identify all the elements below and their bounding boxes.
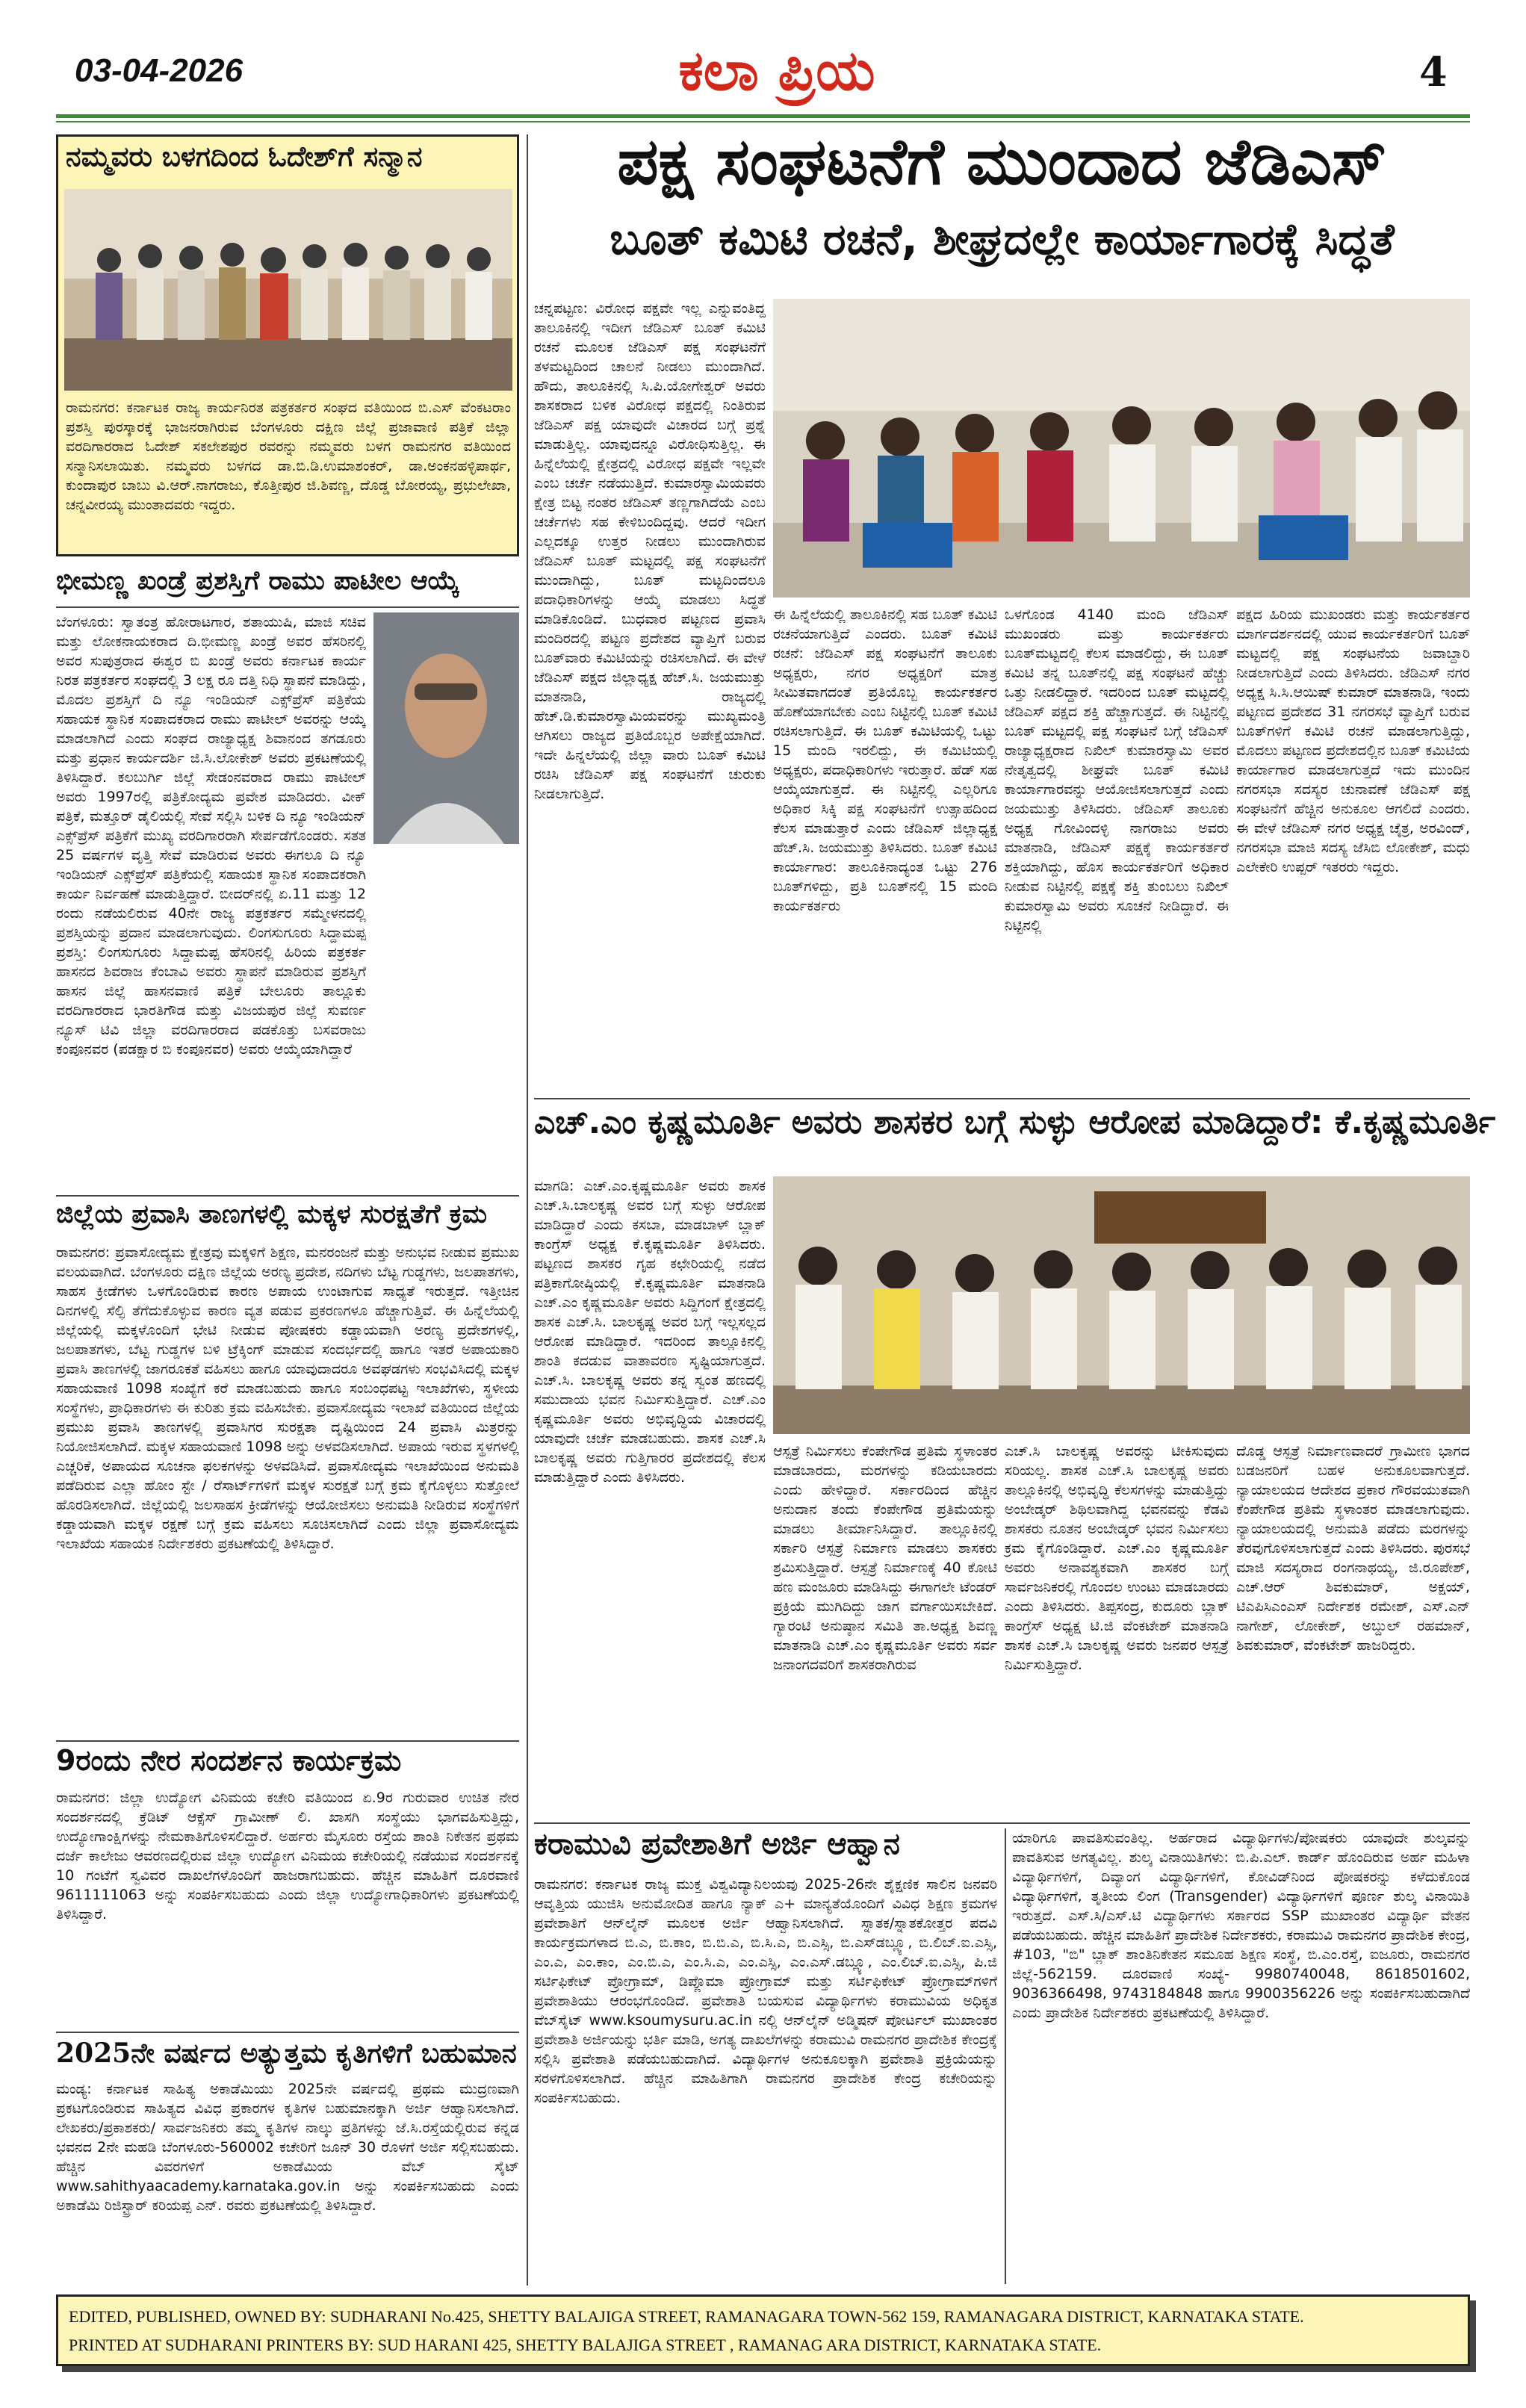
divider (56, 606, 519, 608)
story2-body-col1: ಮಾಗಡಿ: ಎಚ್.ಎಂ.ಕೃಷ್ಣಮೂರ್ತಿ ಅವರು ಶಾಸಕ ಎಚ್.ಸಿ.ಬಾಲಕೃಷ್ಣ ಅವರ ಬಗ್ಗೆ ಸುಳ್ಳು ಆರೋಪ ಮಾಡಿದ್ದಾರೆ ಎಂದು ಕಸಬಾ, ಮಾಡಬಾಳ್ ಬ್ಲಾಕ್ ಕಾಂಗ್ರೆಸ್ ಅಧ್ಯಕ್ಷ ಕೆ.ಕೃಷ್ಣಮೂರ್ತಿ ತಿಳಿಸಿದರು. ಪಟ್ಟಣದ ಶಾಸಕರ ಗೃಹ ಕಛೇರಿಯಲ್ಲಿ ನಡೆದ ಪತ್ರಿಕಾಗೋಷ್ಠಿಯಲ್ಲಿ ಕೆ.ಕೃಷ್ಣಮೂರ್ತಿ ಮಾತನಾಡಿ ಎಚ್.ಎಂ ಕೃಷ್ಣಮೂರ್ತಿ ಅವರು ಸಿದ್ದಿಗಂಗೆ ಕ್ಷೇತ್ರದಲ್ಲಿ ಶಾಸಕ ಎಚ್.ಸಿ. ಬಾಲಕೃಷ್ಣ ಅವರ ಬಗ್ಗೆ ಇಲ್ಲಸಲ್ಲದ ಆರೋಪ ಮಾಡಿದ್ದಾರೆ. ಇದರಿಂದ ತಾಲ್ಲೂಕಿನಲ್ಲಿ ಶಾಂತಿ ಕದಡುವ ವಾತಾವರಣ ಸೃಷ್ಟಿಯಾಗುತ್ತದೆ. ಎಚ್.ಸಿ. ಬಾಲಕೃಷ್ಣ ಅವರು ತನ್ನ ಸ್ವಂತ ಹಣದಲ್ಲಿ ಸಮುದಾಯ ಭವನ ನಿರ್ಮಿಸುತ್ತಿದ್ದಾರೆ. ಎಚ್.ಎಂ ಕೃಷ್ಣಮೂರ್ತಿ ಅವರು ಅಭಿವೃದ್ಧಿಯ ವಿಚಾರದಲ್ಲಿ ಯಾವುದೇ ಚರ್ಚೆ ಮಾಡಬಹುದು. ಶಾಸಕ ಎಚ್.ಸಿ ಬಾಲಕೃಷ್ಣ ಅವರು ಗುತ್ತಿಗಾರರ ಪ್ರದೇಶದಲ್ಲಿ ಕೆಲಸ ಮಾಡುತ್ತಿದ್ದಾರೆ ಎಂದು ತಿಳಿಸಿದರು. (534, 1178, 766, 1486)
article-body-books: ಮಂಡ್ಯ: ಕರ್ನಾಟಕ ಸಾಹಿತ್ಯ ಅಕಾಡೆಮಿಯು 2025ನೇ ವರ್ಷದಲ್ಲಿ ಪ್ರಥಮ ಮುದ್ರಣವಾಗಿ ಪ್ರಕಟಗೊಂಡಿರುವ ಸಾಹಿತ್ಯದ ವಿವಿಧ ಪ್ರಕಾರಗಳ ಕೃತಿಗಳ ಬಹುಮಾನಕ್ಕಾಗಿ ಅರ್ಜಿ ಆಹ್ವಾನಿಸಲಾಗಿದೆ. ಲೇಖಕರು/ಪ್ರಕಾಶಕರು/ ಸಾರ್ವಜನಿಕರು ತಮ್ಮ ಕೃತಿಗಳ ನಾಲ್ಕು ಪ್ರತಿಗಳನ್ನು ಜೆ.ಸಿ.ರಸ್ತೆಯಲ್ಲಿರುವ ಕನ್ನಡ ಭವನದ 2ನೇ ಮಹಡಿ ಬೆಂಗಳೂರು-560002 ಕಚೇರಿಗೆ ಜೂನ್ 30 ರೊಳಗೆ ಅರ್ಜಿ ಸಲ್ಲಿಸಬಹುದು. ಹೆಚ್ಚಿನ ವಿವರಗಳಿಗೆ ಅಕಾಡೆಮಿಯ ವೆಬ್ ಸೈಟ್ www.sahithyaacademy.karnataka.gov.in ಅನ್ನು ಸಂಪರ್ಕಿಸಬಹುದು ಎಂದು ಅಕಾಡೆಮಿ ರಿಜಿಸ್ಟ್ರಾರ್ ಕರಿಯಪ್ಪ ಎನ್. ರವರು ಪ್ರಕಟಣೆಯಲ್ಲಿ ತಿಳಿಸಿದ್ದಾರೆ. (56, 2081, 519, 2214)
issue-date: 03-04-2026 (75, 52, 244, 89)
article-headline: ನಮ್ಮವರು ಬಳಗದಿಂದ ಓದೇಶ್‌ಗೆ ಸನ್ಮಾನ (66, 140, 423, 173)
divider (534, 1822, 1470, 1824)
imprint-line-1: EDITED, PUBLISHED, OWNED BY: SUDHARANI No.425, SHETTY BALAJIGA STREET, RAMANAGARA TOWN-562 159, RAMANAGARA DISTRICT, KARNATAKA STATE. (69, 2307, 1304, 2326)
article-headline-tourism: ಜಿಲ್ಲೆಯ ಪ್ರವಾಸಿ ತಾಣಗಳಲ್ಲಿ ಮಕ್ಕಳ ಸುರಕ್ಷತೆಗೆ ಕ್ರಮ (56, 1200, 488, 1229)
meeting-photo (773, 299, 1470, 598)
page-number: 4 (1419, 48, 1448, 96)
divider (534, 1098, 1470, 1099)
lead-body-col1: ಚನ್ನಪಟ್ಟಣ: ವಿರೋಧ ಪಕ್ಷವೇ ಇಲ್ಲ ಎನ್ನುವಂತಿದ್ದ ತಾಲೂಕಿನಲ್ಲಿ ಇದೀಗ ಜೆಡಿಎಸ್ ಬೂತ್ ಕಮಿಟಿ ರಚನೆ ಮೂಲಕ ಜೆಡಿಎಸ್ ಪಕ್ಷ ಸಂಘಟನೆಗೆ ತಳಮಟ್ಟದಿಂದ ಚಾಲನೆ ನೀಡಲು ಮುಂದಾಗಿದೆ. ಹೌದು, ತಾಲೂಕಿನಲ್ಲಿ ಸಿ.ಪಿ.ಯೋಗೇಶ್ವರ್ ಅವರು ಶಾಸಕರಾದ ಬಳಿಕ ವಿರೋಧ ಪಕ್ಷದಲ್ಲಿ ನಿಂತಿರುವ ಜೆಡಿಎಸ್ ಪಕ್ಷ ಯಾವುದೇ ವಿಚಾರದ ಬಗ್ಗೆ ಪ್ರಶ್ನೆ ಮಾಡುತ್ತಿಲ್ಲ. ಯಾವುದನ್ನೂ ವಿರೋಧಿಸುತ್ತಿಲ್ಲ. ಈ ಹಿನ್ನೆಲೆಯಲ್ಲಿ ಕ್ಷೇತ್ರದಲ್ಲಿ ವಿರೋಧ ಪಕ್ಷವೇ ಇಲ್ಲವೇ ಎಂಬ ಚರ್ಚೆ ನಡೆಯುತ್ತಿದೆ. ಕುಮಾರಸ್ವಾಮಿಯವರು ಕ್ಷೇತ್ರ ಬಿಟ್ಟ ನಂತರ ಜೆಡಿಎಸ್ ತಣ್ಣಗಾಗಿದೆಯೆ ಎಂಬ ಚರ್ಚೆಗಳು ಸಹ ಕೇಳಿಬಂದಿದ್ದವು. ಆದರೆ ಇದೀಗ ಎಲ್ಲದಕ್ಕೂ ಉತ್ತರ ನೀಡಲು ಮುಂದಾಗಿರುವ ಜೆಡಿಎಸ್ ಬೂತ್ ಮಟ್ಟದಲ್ಲಿ ಪಕ್ಷ ಸಂಘಟನೆಗೆ ಮುಂದಾಗಿದ್ದು, ಬೂತ್ ಮಟ್ಟದಿಂದಲೂ ಪದಾಧಿಕಾರಿಗಳನ್ನು ಆಯ್ಕೆ ಮಾಡಲು ಸಿದ್ಧತೆ ಮಾಡಿಕೊಂಡಿದೆ. ಬುಧವಾರ ಪಟ್ಟಣದ ಪ್ರವಾಸಿ ಮಂದಿರದಲ್ಲಿ ಪಟ್ಟಣ ಪ್ರದೇಶದ ವ್ಯಾಪ್ತಿಗೆ ಬರುವ ಬೂತ್‌ವಾರು ಕಮಿಟಿಯನ್ನು ರಚಿಸಲಾಗಿದೆ. ಈ ವೇಳೆ ಜೆಡಿಎಸ್ ಪಕ್ಷದ ಜಿಲ್ಲಾಧ್ಯಕ್ಷ ಹೆಚ್.ಸಿ. ಜಯಮುತ್ತು ಮಾತನಾಡಿ, ರಾಜ್ಯದಲ್ಲಿ ಹೆಚ್.ಡಿ.ಕುಮಾರಸ್ವಾಮಿಯವರನ್ನು ಮುಖ್ಯಮಂತ್ರಿ ಆಗಿಸಲು ರಾಜ್ಯದ ಪ್ರತಿಯೊಬ್ಬರ ಅಪೇಕ್ಷೆಯಾಗಿದೆ. ಇದೇ ಹಿನ್ನಲೆಯಲ್ಲಿ ಜಿಲ್ಲಾ ವಾರು ಬೂತ್ ಕಮಿಟಿ ರಚಿಸಿ ಜೆಡಿಎಸ್ ಪಕ್ಷ ಸಂಘಟನೆಗೆ ಚುರುಕು ನೀಡಲಾಗುತ್ತಿದೆ. (534, 300, 766, 802)
newspaper-title (635, 39, 919, 104)
story2-body-col3: ಎಚ್.ಸಿ ಬಾಲಕೃಷ್ಣ ಅವರನ್ನು ಟೀಕಿಸುವುದು ಸರಿಯಲ್ಲ. ಶಾಸಕ ಎಚ್.ಸಿ ಬಾಲಕೃಷ್ಣ ಅವರು ತಾಲ್ಲೂಕಿನಲ್ಲಿ ಅಭಿವೃದ್ಧಿ ಕೆಲಸಗಳನ್ನು ಮಾಡುತ್ತಿದ್ದು ಅಂಬೇಡ್ಕರ್ ಶಿಥಿಲವಾಗಿದ್ದ ಭವನವನ್ನು ಕೆಡವಿ ಶಾಸಕರು ನೂತನ ಅಂಬೇಡ್ಕರ್ ಭವನ ನಿರ್ಮಿಸಲು ಕ್ರಮ ಕೈಗೊಂಡಿದ್ದಾರೆ. ಎಚ್.ಎಂ ಕೃಷ್ಣಮೂರ್ತಿ ಅವರು ಅನಾವಶ್ಯಕವಾಗಿ ಶಾಸಕರ ಬಗ್ಗೆ ಸಾರ್ವಜನಿಕರಲ್ಲಿ ಗೊಂದಲ ಉಂಟು ಮಾಡಬಾರದು ಎಂದು ತಿಳಿಸಿದರು. ತಿಪ್ಪಸಂದ್ರ, ಕುದೂರು ಬ್ಲಾಕ್ ಕಾಂಗ್ರೆಸ್ ಅಧ್ಯಕ್ಷ ಟಿ.ಜಿ ವೆಂಕಟೇಶ್ ಮಾತನಾಡಿ ಶಾಸಕ ಎಚ್.ಸಿ ಬಾಲಕೃಷ್ಣ ಅವರು ಜನಪರ ಆಸ್ಪತ್ರೆ ನಿರ್ಮಿಸುತ್ತಿದ್ದಾರೆ. (1005, 1443, 1229, 1673)
story2-headline: ಎಚ್.ಎಂ ಕೃಷ್ಣಮೂರ್ತಿ ಅವರು ಶಾಸಕರ ಬಗ್ಗೆ ಸುಳ್ಳು ಆರೋಪ ಮಾಡಿದ್ದಾರೆ: ಕೆ.ಕೃಷ್ಣಮೂರ್ತಿ (534, 1103, 1496, 1141)
article-headline-interview: 9ರಂದು ನೇರ ಸಂದರ್ಶನ ಕಾರ್ಯಕ್ರಮ (56, 1744, 402, 1777)
article-headline-award: ಭೀಮಣ್ಣ ಖಂಡ್ರೆ ಪ್ರಶಸ್ತಿಗೆ ರಾಮು ಪಾಟೀಲ ಆಯ್ಕೆ (56, 566, 459, 596)
story2-body-col2: ಆಸ್ಪತ್ರೆ ನಿರ್ಮಿಸಲು ಕೆಂಪೇಗೌಡ ಪ್ರತಿಮೆ ಸ್ಥಳಾಂತರ ಮಾಡಬಾರದು, ಮರಗಳನ್ನು ಕಡಿಯಬಾರದು ಎಂದು ಹೇಳಿದ್ದಾರೆ. ಸರ್ಕಾರದಿಂದ ಹೆಚ್ಚಿನ ಅನುದಾನ ತಂದು ಕೆಂಪೇಗೌಡ ಪ್ರತಿಮೆಯನ್ನು ಮಾಡಲು ತೀರ್ಮಾನಿಸಿದ್ದಾರೆ. ತಾಲ್ಲೂಕಿನಲ್ಲಿ ಸರ್ಕಾರಿ ಆಸ್ಪತ್ರೆ ನಿರ್ಮಾಣ ಮಾಡಲು ಶಾಸಕರು ಶ್ರಮಿಸುತ್ತಿದ್ದಾರೆ. ಆಸ್ಪತ್ರೆ ನಿರ್ಮಾಣಕ್ಕೆ 40 ಕೋಟಿ ಹಣ ಮಂಜೂರು ಮಾಡಿಸಿದ್ದು ಈಗಾಗಲೇ ಟೆಂಡರ್ ಪ್ರಕ್ರಿಯೆ ಮುಗಿದಿದ್ದು ಜಾಗ ವರ್ಗಾಯಿಸಬೇಕಿದೆ. ಗ್ಯಾರಂಟಿ ಅನುಷ್ಠಾನ ಸಮಿತಿ ತಾ.ಅಧ್ಯಕ್ಷ ಶಿವಣ್ಣ ಮಾತನಾಡಿ ಎಚ್.ಎಂ ಕೃಷ್ಣಮೂರ್ತಿ ಅವರು ಸರ್ವ ಜನಾಂಗದವರಿಗೆ ಶಾಸಕರಾಗಿರುವ (773, 1443, 997, 1673)
article-body-award: ಬೆಂಗಳೂರು: ಸ್ವಾತಂತ್ರ ಹೋರಾಟಗಾರ, ಶತಾಯುಷಿ, ಮಾಜಿ ಸಚಿವ ಮತ್ತು ಲೋಕನಾಯಕರಾದ ದಿ.ಭೀಮಣ್ಣ ಖಂಡ್ರೆ ಅವರ ಹೆಸರಿನಲ್ಲಿ ಅವರ ಸುಪುತ್ರರಾದ ಈಶ್ವರ ಬಿ ಖಂಡ್ರೆ ಅವರು ಕರ್ನಾಟಕ ಕಾರ್ಯ ನಿರತ ಪತ್ರಕರ್ತರ ಸಂಘದಲ್ಲಿ 3 ಲಕ್ಷ ರೂ ದತ್ತಿ ನಿಧಿ ಸ್ಥಾಪನೆ ಮಾಡಿದ್ದು, ಮೊದಲ ಪ್ರಶಸ್ತಿಗೆ ದಿ ನ್ಯೂ ಇಂಡಿಯನ್ ಎಕ್ಸ್‌ಪ್ರೆಸ್ ಪತ್ರಿಕೆಯ ಸಹಾಯಕ ಸ್ಥಾನಿಕ ಸಂಪಾದಕರಾದ ರಾಮು ಪಾಟೀಲ್ ಅವರನ್ನು ಆಯ್ಕೆ ಮಾಡಲಾಗಿದೆ ಎಂದು ಸಂಘದ ರಾಜ್ಯಾಧ್ಯಕ್ಷ ಶಿವಾನಂದ ತಗಡೂರು ಮತ್ತು ಪ್ರಧಾನ ಕಾರ್ಯದರ್ಶಿ ಜಿ.ಸಿ.ಲೋಕೇಶ್ ಅವರು ಪ್ರಕಟಣೆಯಲ್ಲಿ ತಿಳಿಸಿದ್ದಾರೆ. ಕಲಬುರ್ಗಿ ಜಿಲ್ಲೆ ಸೇಡಂನವರಾದ ರಾಮು ಪಾಟೀಲ್ ಅವರು 1997ರಲ್ಲಿ ಪತ್ರಿಕೋದ್ಯಮ ಪ್ರವೇಶ ಮಾಡಿದರು. ವೀಕ್ ಪತ್ರಿಕೆ, ಮತ್ತೂರ್ ಡೈಲಿಯಲ್ಲಿ ಸೇವೆ ಸಲ್ಲಿಸಿ ಬಳಿಕ ದಿ ನ್ಯೂ ಇಂಡಿಯನ್ ಎಕ್ಸ್‌ಪ್ರೆಸ್ ಪತ್ರಿಕೆಗೆ ಮುಖ್ಯ ವರದಿಗಾರರಾಗಿ ಸೇರ್ಪಡೆಗೊಂಡರು. ಸತತ 25 ವರ್ಷಗಳ ವೃತ್ತಿ ಸೇವೆ ಮಾಡಿರುವ ಅವರು ಈಗಲೂ ದಿ ನ್ಯೂ ಇಂಡಿಯನ್ ಎಕ್ಸ್‌ಪ್ರೆಸ್ ಪತ್ರಿಕೆಯಲ್ಲಿ ಸಹಾಯಕ ಸ್ಥಾನಿಕ ಸಂಪಾದಕರಾಗಿ ಕಾರ್ಯ ನಿರ್ವಹಣೆ ಮಾಡುತ್ತಿದ್ದಾರೆ. ಬೀದರ್‌ನಲ್ಲಿ ಏ.11 ಮತ್ತು 12 ರಂದು ನಡೆಯಲಿರುವ 40ನೇ ರಾಜ್ಯ ಪತ್ರಕರ್ತರ ಸಮ್ಮೇಳನದಲ್ಲಿ ಪ್ರಶಸ್ತಿಯನ್ನು ಪ್ರದಾನ ಮಾಡಲಾಗುವುದು. ಲಿಂಗಸುಗೂರು ಸಿದ್ದಾಮಪ್ಪ ಪ್ರಶಸ್ತಿ: ಲಿಂಗಸುಗೂರು ಸಿದ್ದಾಮಪ್ಪ ಹೆಸರಿನಲ್ಲಿ ಹಿರಿಯ ಪತ್ರಕರ್ತ ಹಾಸನದ ಶಿವರಾಜ ಕೆಂಬಾವಿ ಅವರು ಸ್ಥಾಪನೆ ಮಾಡಿರುವ ಪ್ರಶಸ್ತಿಗೆ ಹಾಸನ ಜಿಲ್ಲೆ ಹಾಸನವಾಣಿ ಪತ್ರಿಕೆ ಬೇಲೂರು ತಾಲ್ಲೂಕು ವರದಿಗಾರರಾದ ಭಾರತಿಗೌಡ ಮತ್ತು ವಿಜಯಪುರ ಜಿಲ್ಲೆ ಸುವರ್ಣ ನ್ಯೂಸ್ ಟಿವಿ ಜಿಲ್ಲಾ ವರದಿಗಾರರಾದ ಪಡಕೊತ್ತು ಬಸವರಾಜು ಕಂಪೂನವರ (ಪಡಕ್ಷಾರ ಬಿ ಕಂಪೂನವರ) ಅವರು ಆಯ್ಕೆಯಾಗಿದ್ದಾರೆ (56, 614, 366, 1058)
lead-body-col2: ಈ ಹಿನ್ನೆಲೆಯಲ್ಲಿ ತಾಲೂಕಿನಲ್ಲಿ ಸಹ ಬೂತ್ ಕಮಿಟಿ ರಚನೆಯಾಗುತ್ತಿದೆ ಎಂದರು. ಬೂತ್ ಕಮಿಟಿ ರಚನೆ: ಜೆಡಿಎಸ್ ಪಕ್ಷ ಸಂಘಟನೆಗೆ ತಾಲೂಕು ಅಧ್ಯಕ್ಷರು, ನಗರ ಅಧ್ಯಕ್ಷರಿಗೆ ಮಾತ್ರ ಸೀಮಿತವಾಗದಂತೆ ಪ್ರತಿಯೊಬ್ಬ ಕಾರ್ಯಕರ್ತರ ಹೊಣೆಯಾಗಬೇಕು ಎಂಬ ನಿಟ್ಟಿನಲ್ಲಿ ಬೂತ್ ಕಮಿಟಿ ರಚಿಸಲಾಗುತ್ತಿದೆ. ಈ ಬೂತ್ ಕಮಿಟಿಯಲ್ಲಿ ಒಟ್ಟು 15 ಮಂದಿ ಇರಲಿದ್ದು, ಈ ಕಮಿಟಿಯಲ್ಲಿ ಅಧ್ಯಕ್ಷರು, ಪದಾಧಿಕಾರಿಗಳು ಇರುತ್ತಾರೆ. ಹೆಡ್ ಸಹ ಆಯ್ಕೆಯಾಗುತ್ತದೆ. ಈ ನಿಟ್ಟಿನಲ್ಲಿ ಎಲ್ಲರಿಗೂ ಅಧಿಕಾರ ಸಿಕ್ಕಿ ಪಕ್ಷ ಸಂಘಟನೆಗೆ ಉತ್ಸಾಹದಿಂದ ಕೆಲಸ ಮಾಡುತ್ತಾರೆ ಎಂದು ಜೆಡಿಎಸ್ ಜಿಲ್ಲಾಧ್ಯಕ್ಷ ಹೆಚ್.ಸಿ. ಜಯಮುತ್ತು ತಿಳಿಸಿದರು. ಬೂತ್ ಕಮಿಟಿ ಕಾರ್ಯಾಗಾರ: ತಾಲೂಕಿನಾದ್ಯಂತ ಒಟ್ಟು 276 ಬೂತ್‌ಗಳಿದ್ದು, ಪ್ರತಿ ಬೂತ್‌ನಲ್ಲಿ 15 ಮಂದಿ ಕಾರ್ಯಕರ್ತರು (773, 606, 997, 914)
column-divider (1005, 1828, 1006, 2284)
divider (56, 1195, 519, 1197)
lead-headline: ಪಕ್ಷ ಸಂಘಟನೆಗೆ ಮುಂದಾದ ಜೆಡಿಎಸ್ (617, 125, 1387, 199)
article-body-tourism: ರಾಮನಗರ: ಪ್ರವಾಸೋದ್ಯಮ ಕ್ಷೇತ್ರವು ಮಕ್ಕಳಿಗೆ ಶಿಕ್ಷಣ, ಮನರಂಜನೆ ಮತ್ತು ಅನುಭವ ನೀಡುವ ಪ್ರಮುಖ ವಲಯವಾಗಿದೆ. ಬೆಂಗಳೂರು ದಕ್ಷಿಣ ಜಿಲ್ಲೆಯ ಅರಣ್ಯ ಪ್ರದೇಶ, ನದಿಗಳು ಬೆಟ್ಟ ಗುಡ್ಡಗಳು, ಜಲಪಾತಗಳು, ಸಾಹಸ ಕ್ರೀಡೆಗಳು ಒಳಗೊಂಡಿರುವ ಕಾರಣ ಅಪಾಯ ಉಂಟಾಗುವ ಸಾಧ್ಯತೆ ಇರುತ್ತದೆ. ಇತ್ತೀಚಿನ ದಿನಗಳಲ್ಲಿ ಸೆಲ್ಫಿ ತೆಗೆದುಕೊಳ್ಳುವ ಕಾರಣ ವ್ಯತ ಪಡುವ ಪ್ರಕರಣಗಳೂ ಹೆಚ್ಚಾಗುತ್ತಿವೆ. ಈ ಹಿನ್ನೆಲೆಯಲ್ಲಿ ಜಿಲ್ಲೆಯಲ್ಲಿ ಮಕ್ಕಳೊಂದಿಗೆ ಭೇಟಿ ನೀಡುವ ಪೋಷಕರು ಕಡ್ಡಾಯವಾಗಿ ಅರಣ್ಯ ಪ್ರದೇಶಗಳಲ್ಲಿ, ಜಲಪಾತಗಳು, ಬೆಟ್ಟ ಗುಡ್ಡಗಳ ಬಳಿ ಟ್ರೆಕ್ಕಿಂಗ್ ಮಾಡುವ ಸಂದರ್ಭದಲ್ಲಿ ಹಾಗೂ ಇತರೆ ಅಪಾಯಕಾರಿ ಪ್ರವಾಸಿ ತಾಣಗಳಲ್ಲಿ ಜಾಗರೂಕತೆ ವಹಿಸಲು ಹಾಗೂ ಯಾವುದಾದರೂ ಅವಘಡಗಳು ಸಂಭವಿಸಿದಲ್ಲಿ ಮಕ್ಕಳ ಸಹಾಯವಾಣಿ 1098 ಸಂಖ್ಯೆಗೆ ಕರೆ ಮಾಡಬಹುದು ಹಾಗೂ ಸಂಬಂಧಪಟ್ಟ ಇಲಾಖೆಗಳು, ಸ್ಥಳೀಯ ಸಂಸ್ಥೆಗಳು, ಪ್ರಾಧಿಕಾರಗಳು ಈ ಕುರಿತು ಕ್ರಮ ವಹಿಸಬೇಕು. ಪ್ರವಾಸೋದ್ಯಮ ಇಲಾಖೆ ವತಿಯಿಂದ ಜಿಲ್ಲೆಯ ಪ್ರಮುಖ ಪ್ರವಾಸಿ ತಾಣಗಳಲ್ಲಿ ಪ್ರವಾಸಿಗರ ಸುರಕ್ಷತಾ ದೃಷ್ಟಿಯಿಂದ 24 ಪ್ರವಾಸಿ ಮಿತ್ರರನ್ನು ನಿಯೋಜಿಸಲಾಗಿದೆ. ಮಕ್ಕಳ ಸಹಾಯವಾಣಿ 1098 ಅನ್ನು ಅಳವಡಿಸಲಾಗಿದೆ. ಅಪಾಯ ಇರುವ ಸ್ಥಳಗಳಲ್ಲಿ ಎಚ್ಚರಿಕೆ, ಅಪಾಯದ ಸೂಚನಾ ಫಲಕಗಳನ್ನು ಅಳವಡಿಸಿದೆ. ಪ್ರವಾಸೋದ್ಯಮ ಇಲಾಖೆಯಿಂದ ಅನುಮತಿ ಪಡೆದಿರುವ ಎಲ್ಲಾ ಹೋಂ ಸ್ಟೇ / ರೆಸಾರ್ಟ್‌ಗಳಿಗೆ ಮಕ್ಕಳ ಸುರಕ್ಷತೆ ಬಗ್ಗೆ ಕ್ರಮ ಕೈಗೊಳ್ಳಲು ಸುತ್ತೋಲೆ ಹೊರಡಿಸಲಾಗಿದೆ. ಜಿಲ್ಲೆಯಲ್ಲಿ ಜಲಸಾಹಸ ಕ್ರೀಡೆಗಳನ್ನು ಆಯೋಜಿಸಲು ಅನುಮತಿ ನೀಡಿರುವ ಸಂಸ್ಥೆಗಳಿಗೆ ಕಡ್ಡಾಯವಾಗಿ ಮಕ್ಕಳ ರಕ್ಷಣೆ ಬಗ್ಗೆ ಕ್ರಮ ವಹಿಸಲು ಸೂಚಿಸಲಾಗಿದೆ ಎಂದು ಜಿಲ್ಲಾ ಪ್ರವಾಸೋದ್ಯಮ ಇಲಾಖೆಯ ಸಹಾಯಕ ನಿರ್ದೇಶಕರು ಪ್ರಕಟಣೆಯಲ್ಲಿ ತಿಳಿಸಿದ್ದಾರೆ. (56, 1244, 519, 1552)
imprint-footer (56, 2294, 1470, 2366)
masthead-rule (56, 114, 1470, 118)
article-body-interview: ರಾಮನಗರ: ಜಿಲ್ಲಾ ಉದ್ಯೋಗ ವಿನಿಮಯ ಕಚೇರಿ ವತಿಯಿಂದ ಏ.9ರ ಗುರುವಾರ ಉಚಿತ ನೇರ ಸಂದರ್ಶನದಲ್ಲಿ ಕ್ರೆಡಿಟ್ ಆಕ್ಸೆಸ್ ಗ್ರಾಮೀಣ್ ಲಿ. ಖಾಸಗಿ ಸಂಸ್ಥೆಯು ಭಾಗವಹಿಸುತ್ತಿದ್ದು, ಉದ್ಯೋಗಾಂಕ್ಷಿಗಳನ್ನು ನೇಮಕಾತಿಗೊಳಿಸಲಿದ್ದಾರೆ. ಅರ್ಹರು ಮೈಸೂರು ರಸ್ತೆಯ ಶಾಂತಿ ನಿಕೇತನ ಪ್ರಥಮ ದರ್ಜೆ ಕಾಲೇಜು ಆವರಣದಲ್ಲಿರುವ ಜಿಲ್ಲಾ ಉದ್ಯೋಗ ವಿನಿಮಯ ಕಚೇರಿಯಲ್ಲಿ ನಡೆಯುವ ಸಂದರ್ಶನಕ್ಕೆ 10 ಗಂಟೆಗೆ ಸ್ವವಿವರ ದಾಖಲೆಗಳೊಂದಿಗೆ ಹಾಜರಾಗಬಹುದು. ಹೆಚ್ಚಿನ ಮಾಹಿತಿಗೆ ದೂರವಾಣಿ 9611111063 ಅನ್ನು ಸಂಪರ್ಕಿಸಬಹುದು ಎಂದು ಜಿಲ್ಲಾ ಉದ್ಯೋಗಾಧಿಕಾರಿಗಳು ಪ್ರಕಟಣೆಯಲ್ಲಿ ತಿಳಿಸಿದ್ದಾರೆ. (56, 1790, 519, 1923)
lead-subheadline: ಬೂತ್ ಕಮಿಟಿ ರಚನೆ, ಶೀಘ್ರದಲ್ಲೇ ಕಾರ್ಯಾಗಾರಕ್ಕೆ ಸಿದ್ಧತೆ (610, 214, 1395, 264)
story3-body-col1: ರಾಮನಗರ: ಕರ್ನಾಟಕ ರಾಜ್ಯ ಮುಕ್ತ ವಿಶ್ವವಿದ್ಯಾನಿಲಯವು 2025-26ನೇ ಶೈಕ್ಷಣಿಕ ಸಾಲಿನ ಜನವರಿ ಆವೃತ್ತಿಯ ಯುಜಿಸಿ ಅನುಮೋದಿತ ಹಾಗೂ ನ್ಯಾಕ್ ಎ+ ಮಾನ್ಯತೆಯೊಂದಿಗೆ ವಿವಿಧ ಶಿಕ್ಷಣ ಕ್ರಮಗಳ ಪ್ರವೇಶಾತಿಗೆ ಆನ್‌ಲೈನ್ ಮೂಲಕ ಅರ್ಜಿ ಆಹ್ವಾನಿಸಲಾಗಿದೆ. ಸ್ನಾತಕ/ಸ್ನಾತಕೋತ್ತರ ಪದವಿ ಕಾರ್ಯಕ್ರಮಗಳಾದ ಬಿ.ಎ, ಬಿ.ಕಾಂ, ಬಿ.ಬಿ.ಎ, ಬಿ.ಸಿ.ಎ, ಬಿ.ಎಸ್ಸಿ, ಬಿ.ಎಸ್‌ಡಬ್ಲ್ಯೂ, ಬಿ.ಲಿಬ್.ಐ.ಎಸ್ಸಿ, ಎಂ.ಎ, ಎಂ.ಕಾಂ, ಎಂ.ಬಿ.ಎ, ಎಂ.ಸಿ.ಎ, ಎಂ.ಎಸ್ಸಿ, ಎಂ.ಎಸ್.ಡಬ್ಲ್ಯೂ, ಎಂ.ಲಿಬ್.ಐ.ಎಸ್ಸಿ, ಪಿ.ಜಿ ಸರ್ಟಿಫಿಕೇಟ್ ಪ್ರೋಗ್ರಾಮ್, ಡಿಪ್ಲೊಮಾ ಪ್ರೋಗ್ರಾಮ್ ಮತ್ತು ಸರ್ಟಿಫಿಕೇಟ್ ಪ್ರೋಗ್ರಾಮ್‌ಗಳಿಗೆ ಪ್ರವೇಶಾತಿಯು ಆರಂಭಗೊಂಡಿದೆ. ಪ್ರವೇಶಾತಿ ಬಯಸುವ ವಿದ್ಯಾರ್ಥಿಗಳು ಕರಾಮುವಿಯ ಅಧಿಕೃತ ವೆಬ್‌ಸೈಟ್ www.ksoumysuru.ac.in ನಲ್ಲಿ ಆನ್‌ಲೈನ್ ಅಡ್ಮಿಷನ್ ಪೋರ್ಟಲ್ ಮುಖಾಂತರ ಪ್ರವೇಶಾತಿ ಅರ್ಜಿಯನ್ನು ಭರ್ತಿ ಮಾಡಿ, ಅಗತ್ಯ ದಾಖಲೆಗಳನ್ನು ಕರಾಮುವಿ ರಾಮನಗರ ಪ್ರಾದೇಶಿಕ ಕೇಂದ್ರಕ್ಕೆ ಸಲ್ಲಿಸಿ ಪ್ರವೇಶಾತಿ ಪಡೆಯಬಹುದಾಗಿದೆ. ವಿದ್ಯಾರ್ಥಿಗಳ ಅನುಕೂಲಕ್ಕಾಗಿ ಪ್ರವೇಶಾತಿ ಪ್ರಕ್ರಿಯೆಯನ್ನು ಸರಳಗೊಳಿಸಲಾಗಿದೆ. ಹೆಚ್ಚಿನ ಮಾಹಿತಿಗಾಗಿ ರಾಮನಗರ ಪ್ರಾದೇಶಿಕ ಕೇಂದ್ರ ಕಚೇರಿಯನ್ನು ಸಂಪರ್ಕಿಸಬಹುದು. (534, 1876, 997, 2106)
article-headline-books: 2025ನೇ ವರ್ಷದ ಅತ್ಯುತ್ತಮ ಕೃತಿಗಳಿಗೆ ಬಹುಮಾನ (56, 2038, 517, 2069)
press-meet-photo (773, 1176, 1470, 1434)
story2-body-col4: ದೊಡ್ಡ ಆಸ್ಪತ್ರೆ ನಿರ್ಮಾಣವಾದರೆ ಗ್ರಾಮೀಣ ಭಾಗದ ಬಡಜನರಿಗೆ ಬಹಳ ಅನುಕೂಲವಾಗುತ್ತದೆ. ನ್ಯಾಯಾಲಯದ ಆದೇಶದ ಪ್ರಕಾರ ಗೌರವಯುತವಾಗಿ ಕೆಂಪೇಗೌಡ ಪ್ರತಿಮೆ ಸ್ಥಳಾಂತರ ಮಾಡಲಾಗುವುದು. ನ್ಯಾಯಾಲಯದಲ್ಲಿ ಅನುಮತಿ ಪಡೆದು ಮರಗಳನ್ನು ತೆರವುಗೊಳಿಸಲಾಗುತ್ತದೆ ಎಂದು ತಿಳಿಸಿದರು. ಪುರಸಭೆ ಮಾಜಿ ಸದಸ್ಯರಾದ ರಂಗನಾಥಯ್ಯ, ಜಿ.ರೂಪೇಶ್, ಎಚ್.ಆರ್ ಶಿವಕುಮಾರ್, ಅಕ್ಷಯ್, ಟಿಎಪಿಸಿಎಂಎಸ್ ನಿರ್ದೇಶಕ ರಮೇಶ್, ಎಸ್.ಎನ್ ನಾಗೇಶ್, ಲೋಕೇಶ್, ಅಬ್ದುಲ್ ರಹಮಾನ್, ಶಿವಕುಮಾರ್, ವೆಂಕಟೇಶ್ ಹಾಜರಿದ್ದರು. (1236, 1443, 1470, 1654)
column-divider (527, 134, 528, 2286)
divider (56, 1740, 519, 1742)
article-felicitation (56, 134, 519, 556)
article-body: ರಾಮನಗರ: ಕರ್ನಾಟಕ ರಾಜ್ಯ ಕಾರ್ಯನಿರತ ಪತ್ರಕರ್ತರ ಸಂಘದ ವತಿಯಿಂದ ಬಿ.ಎಸ್ ವೆಂಕಟರಾಂ ಪ್ರಶಸ್ತಿ ಪುರಸ್ಕಾರಕ್ಕೆ ಭಾಜನರಾಗಿರುವ ಬೆಂಗಳೂರು ದಕ್ಷಿಣ ಜಿಲ್ಲೆ ಪ್ರಜಾವಾಣಿ ಪತ್ರಿಕೆ ಜಿಲ್ಲಾ ವರದಿಗಾರರಾದ ಓದೇಶ್ ಸಕಲೇಶಪುರ ರವರನ್ನು ನಮ್ಮವರು ಬಳಗ ರಾಮನಗರ ವತಿಯಿಂದ ಸನ್ಮಾನಿಸಲಾಯಿತು. ನಮ್ಮವರು ಬಳಗದ ಡಾ.ಬಿ.ಡಿ.ಉಮಾಶಂಕರ್, ಡಾ.ಅಂಕನಹಳ್ಳಿಪಾರ್ಥ, ಕುಂದಾಪುರ ಬಾಬು ವಿ.ಆರ್.ನಾಗರಾಜು, ಕೊತ್ತೀಪುರ ಜಿ.ಶಿವಣ್ಣ, ದೊಡ್ಡ ಬೋರಯ್ಯ, ಪ್ರಭುಲೇಖಾ, ಚನ್ನವೀರಯ್ಯ ಮುಂತಾದವರು ಇದ್ದರು. (66, 400, 511, 513)
masthead-rule-thin (56, 121, 1470, 122)
lead-body-col3: ಒಳಗೊಂಡ 4140 ಮಂದಿ ಜೆಡಿಎಸ್ ಮುಖಂಡರು ಮತ್ತು ಕಾರ್ಯಕರ್ತರು ಬೂತ್‌ಮಟ್ಟದಲ್ಲಿ ಕೆಲಸ ಮಾಡಲಿದ್ದು, ಈ ಬೂತ್ ಕಮಿಟಿ ತನ್ನ ಬೂತ್‌ನಲ್ಲಿ ಪಕ್ಷ ಸಂಘಟನೆ ಹೆಚ್ಚು ಒತ್ತು ನೀಡಲಿದ್ದಾರೆ. ಇದರಿಂದ ಬೂತ್ ಮಟ್ಟದಲ್ಲಿ ಜೆಡಿಎಸ್ ಪಕ್ಷದ ಶಕ್ತಿ ಹೆಚ್ಚಾಗುತ್ತದೆ. ಈ ನಿಟ್ಟಿನಲ್ಲಿ ಬೂತ್ ಮಟ್ಟದಲ್ಲಿ ಪಕ್ಷ ಸಂಘಟನೆ ಬಗ್ಗೆ ಜೆಡಿಎಸ್ ರಾಜ್ಯಾಧ್ಯಕ್ಷರಾದ ನಿಖಿಲ್ ಕುಮಾರಸ್ವಾಮಿ ಅವರ ನೇತೃತ್ವದಲ್ಲಿ ಶೀಘ್ರವೇ ಬೂತ್ ಕಮಿಟಿ ಕಾರ್ಯಾಗಾರವನ್ನು ಆಯೋಜಿಸಲಾಗುತ್ತದೆ ಎಂದು ಜಯಮುತ್ತು ತಿಳಿಸಿದರು. ಜೆಡಿಎಸ್ ತಾಲೂಕು ಅಧ್ಯಕ್ಷ ಗೋವಿಂದಳ್ಳಿ ನಾಗರಾಜು ಅವರು ಮಾತನಾಡಿ, ಜೆಡಿಎಸ್ ಪಕ್ಷಕ್ಕೆ ಕಾರ್ಯಕರ್ತರೆ ಶಕ್ತಿಯಾಗಿದ್ದು, ಹೊಸ ಕಾರ್ಯಕರ್ತರಿಗೆ ಅಧಿಕಾರ ನೀಡುವ ನಿಟ್ಟಿನಲ್ಲಿ ಪಕ್ಷಕ್ಕೆ ಶಕ್ತಿ ತುಂಬಲು ನಿಖಿಲ್ ಕುಮಾರಸ್ವಾಮಿ ಅವರು ಸೂಚನೆ ನೀಡಿದ್ದಾರೆ. ಈ ನಿಟ್ಟಿನಲ್ಲಿ (1005, 606, 1229, 934)
imprint-line-2: PRINTED AT SUDHARANI PRINTERS BY: SUD HARANI 425, SHETTY BALAJIGA STREET , RAMANAG ARA DISTRICT, KARNATAKA STATE. (69, 2336, 1102, 2354)
newspaper-logo: ಕಲಾ ಪ್ರಿಯ (678, 39, 875, 103)
lead-body-col4: ಪಕ್ಷದ ಹಿರಿಯ ಮುಖಂಡರು ಮತ್ತು ಕಾರ್ಯಕರ್ತರ ಮಾರ್ಗದರ್ಶನದಲ್ಲಿ ಯುವ ಕಾರ್ಯಕರ್ತರಿಗೆ ಬೂತ್ ಮಟ್ಟದಲ್ಲಿ ಪಕ್ಷ ಸಂಘಟನೆಯ ಜವಾಬ್ದಾರಿ ನೀಡಲಾಗುತ್ತಿದೆ ಎಂದು ತಿಳಿಸಿದರು. ಜೆಡಿಎಸ್ ನಗರ ಅಧ್ಯಕ್ಷ ಸಿ.ಸಿ.ಆಯಿಷ್ ಕುಮಾರ್ ಮಾತನಾಡಿ, ಇಂದು ಪಟ್ಟಣದ ಪ್ರದೇಶದ 31 ನಗರಸಭೆ ವ್ಯಾಪ್ತಿಗೆ ಬರುವ ಬೂತ್‌ಗಳಿಗೆ ಕಮಿಟಿ ರಚನೆ ಮಾಡಲಾಗುತ್ತಿದ್ದು, ಮೊದಲು ಪಟ್ಟಣದ ಪ್ರದೇಶದಲ್ಲಿನ ಬೂತ್ ಕಮಿಟಿಯ ಕಾರ್ಯಾಗಾರ ಮಾಡಲಾಗುತ್ತದೆ ಇದು ಮುಂದಿನ ನಗರಸಭಾ ಸದಸ್ಯರ ಚುನಾವಣೆ ಜೆಡಿಎಸ್ ಪಕ್ಷ ಸಂಘಟನೆಗೆ ಹೆಚ್ಚಿನ ಅನುಕೂಲ ಆಗಲಿದೆ ಎಂದರು. ಈ ವೇಳೆ ಜೆಡಿಎಸ್ ನಗರ ಅಧ್ಯಕ್ಷ ಚೈತ್ರ, ಅರವಿಂದ್, ನಗರಸಭಾ ಮಾಜಿ ಸದಸ್ಯ ಜೆಸಿಬಿ ಲೋಕೇಶ್, ಮಧು ಎಲೇಕೇರಿ ಉಪ್ಪರ್ ಇತರರು ಇದ್ದರು. (1236, 606, 1470, 875)
divider (56, 2032, 519, 2033)
story3-body-col2: ಯಾರಿಗೂ ಪಾವತಿಸುವಂತಿಲ್ಲ. ಅರ್ಹರಾದ ವಿದ್ಯಾರ್ಥಿಗಳು/ಪೋಷಕರು ಯಾವುದೇ ಶುಲ್ಕವನ್ನು ಪಾವತಿಸುವ ಅಗತ್ಯವಿಲ್ಲ. ಶುಲ್ಕ ವಿನಾಯಿತಿಗಳು: ಬಿ.ಪಿ.ಎಲ್. ಕಾರ್ಡ್ ಹೊಂದಿರುವ ಅರ್ಹ ಮಹಿಳಾ ವಿದ್ಯಾರ್ಥಿಗಳಿಗೆ, ದಿವ್ಯಾಂಗ ವಿದ್ಯಾರ್ಥಿಗಳಿಗೆ, ಕೋವಿಡ್‌ನಿಂದ ಪೋಷಕರನ್ನು ಕಳೆದುಕೊಂಡ ವಿದ್ಯಾರ್ಥಿಗಳಿಗೆ, ತೃತೀಯ ಲಿಂಗ (Transgender) ವಿದ್ಯಾರ್ಥಿಗಳಿಗೆ ಪೂರ್ಣ ಶುಲ್ಕ ವಿನಾಯಿತಿ ಇರುತ್ತದೆ. ಎಸ್.ಸಿ/ಎಸ್.ಟಿ ವಿದ್ಯಾರ್ಥಿಗಳು ಸರ್ಕಾರದ SSP ಮುಖಾಂತರ ವಿದ್ಯಾರ್ಥಿ ವೇತನ ಪಡೆಯಬಹುದು. ಹೆಚ್ಚಿನ ಮಾಹಿತಿಗೆ ಪ್ರಾದೇಶಿಕ ನಿರ್ದೇಶಕರು, ಕರಾಮುವಿ ರಾಮನಗರ ಪ್ರಾದೇಶಿಕ ಕೇಂದ್ರ, #103, "ಬಿ" ಬ್ಲಾಕ್ ಶಾಂತಿನಿಕೇತನ ಸಮೂಹ ಶಿಕ್ಷಣ ಸಂಸ್ಥೆ, ಬಿ.ಎಂ.ರಸ್ತೆ, ಐಜೂರು, ರಾಮನಗರ ಜಿಲ್ಲೆ-562159. ದೂರವಾಣಿ ಸಂಖ್ಯೆ- 9980740048, 8618501602, 9036366498, 9743184848 ಹಾಗೂ 9900356226 ಅನ್ನು ಸಂಪರ್ಕಿಸಬಹುದಾಗಿದೆ ಎಂದು ಪ್ರಾದೇಶಿಕ ನಿರ್ದೇಶಕರು ಪ್ರಕಟಣೆಯಲ್ಲಿ ತಿಳಿಸಿದ್ದಾರೆ. (1012, 1830, 1470, 2021)
portrait-photo (373, 612, 519, 844)
story3-headline: ಕರಾಮುವಿ ಪ್ರವೇಶಾತಿಗೆ ಅರ್ಜಿ ಆಹ್ವಾನ (534, 1827, 900, 1861)
group-photo (64, 189, 512, 391)
